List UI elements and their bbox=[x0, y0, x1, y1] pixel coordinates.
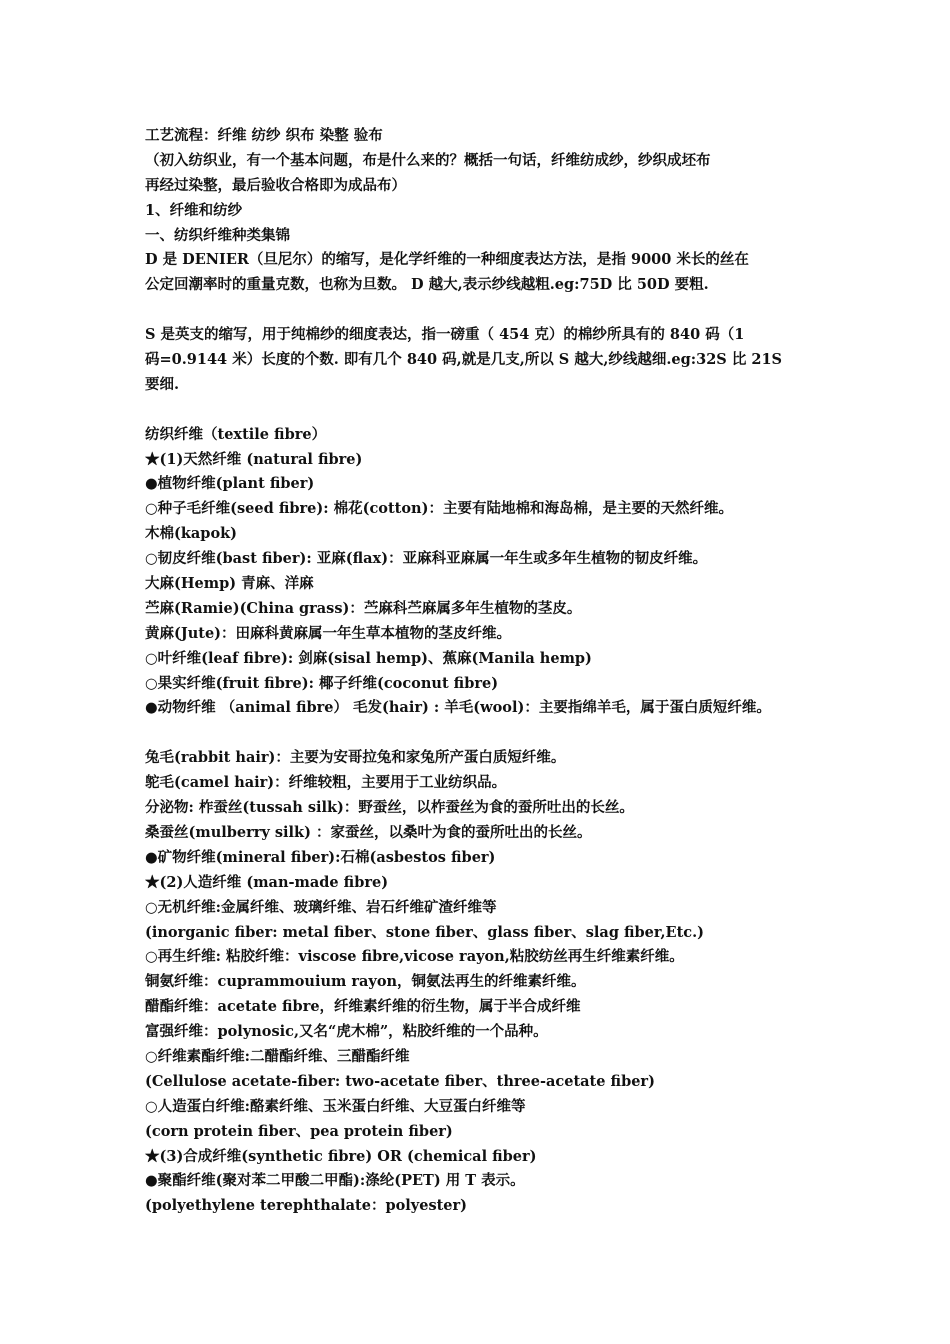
regenerated-fiber-item: ○再生纤维: 粘胶纤维：viscose fibre,vicose rayon,粘胶纺丝再生纤维素纤维。 bbox=[145, 948, 684, 966]
intro-line-2: 再经过染整，最后验收合格即为成品布） bbox=[145, 176, 406, 194]
count-definition-line-2: 码=0.9144 米）长度的个数. 即有几个 840 码,就是几支,所以 S 越大,纱线越细.eg:32S 比 21S bbox=[145, 351, 783, 369]
section-heading-1: 1、纤维和纺纱 bbox=[145, 201, 243, 219]
tussah-silk-item: 分泌物: 柞蚕丝(tussah silk)：野蚕丝，以柞蚕丝为食的蚕所吐出的长丝。 bbox=[145, 799, 634, 817]
inorganic-fiber-item: ○无机纤维:金属纤维、玻璃纤维、岩石纤维矿渣纤维等 bbox=[145, 898, 497, 916]
denier-definition-line-2: 公定回潮率时的重量克数，也称为旦数。 D 越大,表示纱线越粗.eg:75D 比 50D 要粗. bbox=[145, 276, 709, 294]
natural-fibre-heading: ★(1)天然纤维 (natural fibre) bbox=[145, 450, 363, 468]
hemp-item: 大麻(Hemp) 青麻、洋麻 bbox=[145, 575, 314, 593]
mineral-fiber-item: ●矿物纤维(mineral fiber):石棉(asbestos fiber) bbox=[145, 848, 496, 866]
blank-line bbox=[145, 721, 835, 746]
blank-line bbox=[145, 398, 835, 423]
process-flow-line: 工艺流程：纤维 纺纱 织布 染整 验布 bbox=[145, 127, 383, 144]
intro-line-1: （初入纺织业，有一个基本问题，布是什么来的？概括一句话，纤维纺成纱，纱织成坯布 bbox=[145, 151, 711, 169]
cellulose-ester-english: (Cellulose acetate-fiber: two-acetate fiber、three-acetate fiber) bbox=[145, 1072, 655, 1090]
protein-fiber-item: ○人造蛋白纤维:酪素纤维、玉米蛋白纤维、大豆蛋白纤维等 bbox=[145, 1097, 526, 1115]
synthetic-fibre-heading: ★(3)合成纤维(synthetic fibre) OR (chemical fiber) bbox=[145, 1147, 537, 1165]
rabbit-hair-item: 兔毛(rabbit hair)：主要为安哥拉兔和家兔所产蛋白质短纤维。 bbox=[145, 749, 566, 767]
count-definition-line-3: 要细. bbox=[145, 375, 180, 393]
protein-fiber-english: (corn protein fiber、pea protein fiber) bbox=[145, 1122, 453, 1140]
kapok-item: 木棉(kapok) bbox=[145, 525, 238, 543]
man-made-fibre-heading: ★(2)人造纤维 (man-made fibre) bbox=[145, 873, 389, 891]
plant-fiber-item: ●植物纤维(plant fiber) bbox=[145, 475, 315, 493]
leaf-fibre-item: ○叶纤维(leaf fibre): 剑麻(sisal hemp)、蕉麻(Manila hemp) bbox=[145, 649, 592, 667]
inorganic-fiber-english: (inorganic fiber: metal fiber、stone fiber、glass fiber、slag fiber,Etc.) bbox=[145, 923, 705, 941]
polynosic-item: 富强纤维：polynosic,又名“虎木棉”，粘胶纤维的一个品种。 bbox=[145, 1023, 548, 1041]
blank-line bbox=[145, 298, 835, 323]
textile-fibre-heading: 纺织纤维（textile fibre） bbox=[145, 425, 327, 443]
mulberry-silk-item: 桑蚕丝(mulberry silk) ：家蚕丝，以桑叶为食的蚕所吐出的长丝。 bbox=[145, 823, 592, 841]
bast-fiber-item: ○韧皮纤维(bast fiber): 亚麻(flax)：亚麻科亚麻属一年生或多年生植物的韧皮纤维。 bbox=[145, 550, 708, 568]
ramie-item: 苎麻(Ramie)(China grass)：苎麻科苎麻属多年生植物的茎皮。 bbox=[145, 599, 582, 617]
cellulose-ester-item: ○纤维素酯纤维:二醋酯纤维、三醋酯纤维 bbox=[145, 1047, 410, 1065]
polyester-english: (polyethylene terephthalate：polyester) bbox=[145, 1197, 468, 1215]
subsection-heading: 一、纺织纤维种类集锦 bbox=[145, 226, 290, 244]
animal-fibre-item: ●动物纤维 （animal fibre） 毛发(hair) : 羊毛(wool)：主要指绵羊毛，属于蛋白质短纤维。 bbox=[145, 699, 771, 717]
seed-fibre-item: ○种子毛纤维(seed fibre): 棉花(cotton)：主要有陆地棉和海岛棉，是主要的天然纤维。 bbox=[145, 500, 733, 518]
camel-hair-item: 鸵毛(camel hair)：纤维较粗，主要用于工业纺织品。 bbox=[145, 774, 507, 792]
acetate-item: 醋酯纤维：acetate fibre，纤维素纤维的衍生物，属于半合成纤维 bbox=[145, 998, 581, 1016]
count-definition-line-1: S 是英支的缩写，用于纯棉纱的细度表达，指一磅重（ 454 克）的棉纱所具有的 840 码（1 bbox=[145, 326, 745, 344]
polyester-item: ●聚酯纤维(聚对苯二甲酸二甲酯):涤纶(PET) 用 T 表示。 bbox=[145, 1172, 525, 1190]
fruit-fibre-item: ○果实纤维(fruit fibre): 椰子纤维(coconut fibre) bbox=[145, 674, 499, 692]
document-page bbox=[145, 124, 835, 1219]
jute-item: 黄麻(Jute)：田麻科黄麻属一年生草本植物的茎皮纤维。 bbox=[145, 624, 512, 642]
denier-definition-line-1: D 是 DENIER（旦尼尔）的缩写，是化学纤维的一种细度表达方法，是指 9000 米长的丝在 bbox=[145, 251, 749, 269]
cuprammonium-item: 铜氨纤维：cuprammouium rayon，铜氨法再生的纤维素纤维。 bbox=[145, 973, 586, 991]
